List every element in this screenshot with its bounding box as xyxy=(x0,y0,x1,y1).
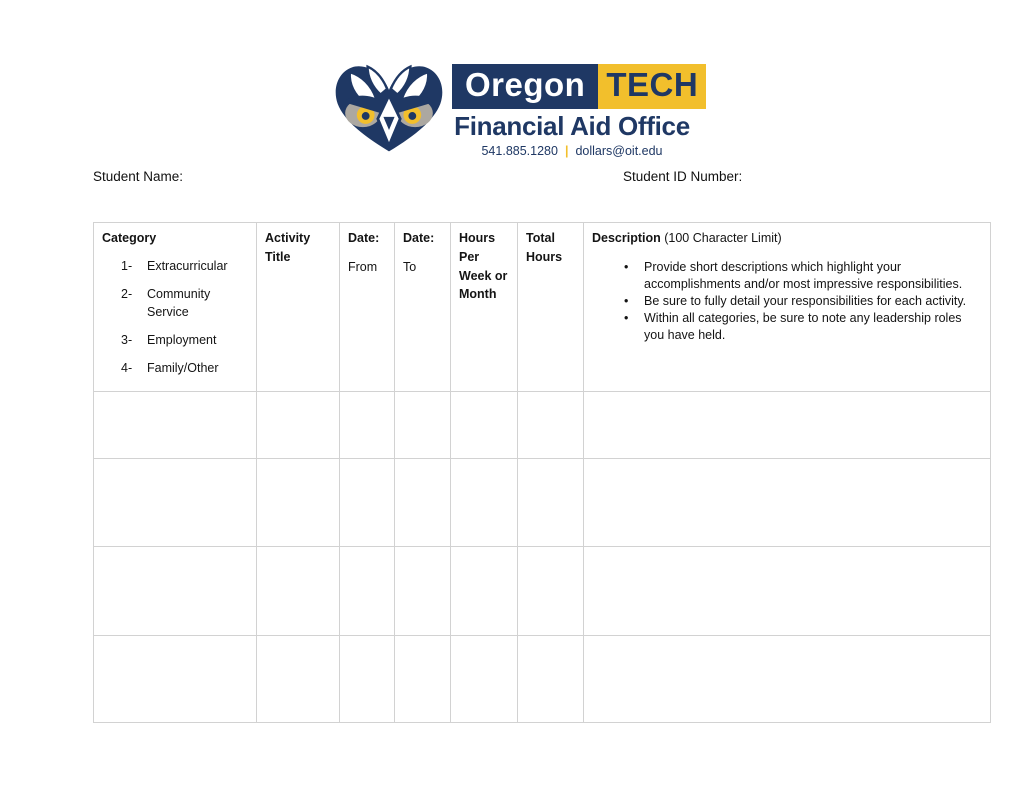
entry-cell-date-from[interactable] xyxy=(340,636,395,723)
entry-cell-total-hours[interactable] xyxy=(518,636,584,723)
contact-separator: | xyxy=(564,144,569,158)
entry-cell-description[interactable] xyxy=(584,459,991,547)
category-item-1: 1- Extracurricular xyxy=(121,258,228,273)
activity-table xyxy=(93,222,991,723)
entry-cell-activity-title[interactable] xyxy=(257,636,340,723)
header-date-from: Date: From xyxy=(340,223,395,392)
bullet-icon: • xyxy=(624,293,629,308)
entry-cell-total-hours[interactable] xyxy=(518,459,584,547)
entry-cell-activity-title[interactable] xyxy=(257,547,340,636)
entry-cell-date-from[interactable] xyxy=(340,547,395,636)
wordmark-tech: TECH xyxy=(598,64,706,109)
description-bullet-3: • Within all categories, be sure to note any leadership roles you have held. xyxy=(592,310,982,344)
header-date-to: Date: To xyxy=(395,223,451,392)
entry-cell-category[interactable] xyxy=(94,459,257,547)
category-title: Category xyxy=(102,231,157,245)
description-suffix: (100 Character Limit) xyxy=(660,231,782,245)
header-description xyxy=(584,223,991,392)
category-item-4: 4- Family/Other xyxy=(121,360,219,375)
description-title: Description xyxy=(592,231,661,245)
table-row xyxy=(94,547,991,636)
header-activity-title: Activity Title xyxy=(257,223,340,392)
bullet-icon: • xyxy=(624,259,629,274)
student-name-label: Student Name: xyxy=(93,169,184,184)
header-category xyxy=(94,223,257,392)
table-header-row xyxy=(94,223,991,392)
entry-cell-total-hours[interactable] xyxy=(518,392,584,459)
table-row xyxy=(94,636,991,723)
entry-cell-hours-per[interactable] xyxy=(451,547,518,636)
description-bullet-2: • Be sure to fully detail your responsibilities for each activity. xyxy=(592,293,982,310)
entry-cell-date-to[interactable] xyxy=(395,392,451,459)
email-address: dollars@oit.edu xyxy=(575,144,663,158)
logo-contact-line xyxy=(452,144,692,158)
entry-cell-activity-title[interactable] xyxy=(257,392,340,459)
category-item-3: 3- Employment xyxy=(121,333,217,347)
entry-cell-date-from[interactable] xyxy=(340,392,395,459)
entry-cell-description[interactable] xyxy=(584,392,991,459)
student-id-label: Student ID Number: xyxy=(623,169,743,184)
entry-cell-description[interactable] xyxy=(584,547,991,636)
description-bullet-1: • Provide short descriptions which highlight your accomplishments and/or most impressive responsibilities. xyxy=(592,259,982,293)
entry-cell-total-hours[interactable] xyxy=(518,547,584,636)
phone-number: 541.885.1280 xyxy=(481,144,558,158)
table-row xyxy=(94,392,991,459)
wordmark-oregon: Oregon xyxy=(452,64,598,109)
entry-cell-date-to[interactable] xyxy=(395,459,451,547)
header-total-hours: Total Hours xyxy=(518,223,584,392)
entry-cell-description[interactable] xyxy=(584,636,991,723)
entry-cell-category[interactable] xyxy=(94,547,257,636)
logo-wordmark xyxy=(452,64,699,158)
entry-cell-category[interactable] xyxy=(94,636,257,723)
description-bullet-list xyxy=(592,259,982,344)
category-item-2: 2- Community Service xyxy=(121,286,211,320)
entry-cell-hours-per[interactable] xyxy=(451,636,518,723)
entry-cell-hours-per[interactable] xyxy=(451,392,518,459)
entry-cell-hours-per[interactable] xyxy=(451,459,518,547)
entry-cell-category[interactable] xyxy=(94,392,257,459)
logo-subtitle: Financial Aid Office xyxy=(454,111,690,141)
entry-cell-activity-title[interactable] xyxy=(257,459,340,547)
table-row xyxy=(94,459,991,547)
owl-mascot-icon xyxy=(333,60,445,157)
entry-cell-date-to[interactable] xyxy=(395,547,451,636)
bullet-icon: • xyxy=(624,310,629,325)
entry-cell-date-from[interactable] xyxy=(340,459,395,547)
header-hours-per: Hours Per Week or Month xyxy=(451,223,518,392)
entry-cell-date-to[interactable] xyxy=(395,636,451,723)
